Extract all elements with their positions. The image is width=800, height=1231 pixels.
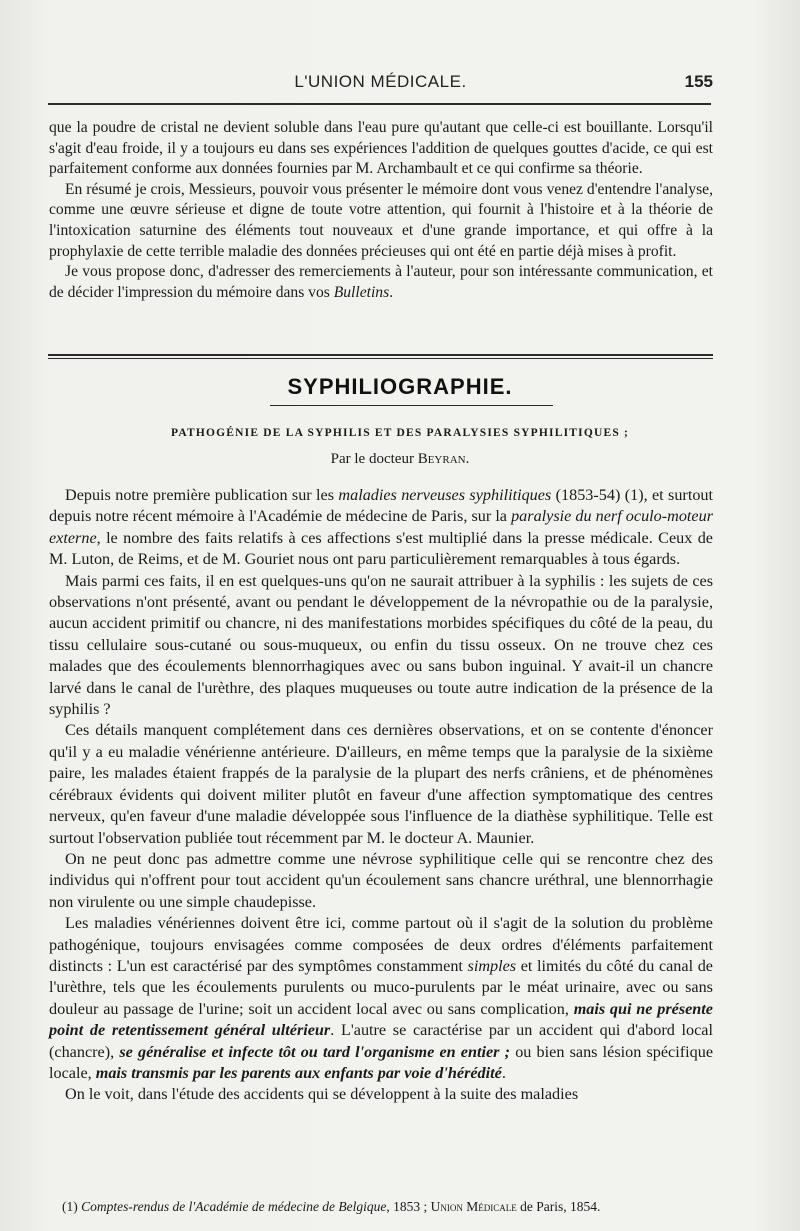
paragraph: On le voit, dans l'étude des accidents qui se développent à la suite des maladies bbox=[65, 1085, 579, 1104]
footnote: (1) Comptes-rendus de l'Académie de médecine de Belgique, 1853 ; Union Médicale de Paris, 1854. bbox=[62, 1199, 601, 1214]
paragraph: Depuis notre première publication sur les maladies nerveuses syphilitiques (1853-54) (1), et surtout depuis notre récent mémoire à l'Académie de médecine de Paris, sur la paralysie du nerf oculo-moteur externe, le nombre des faits relatifs à ces affections s'est multiplié dans la presse médicale. Ceux de M. Luton, de Reims, et de M. Gouriet nous ont paru particulièrement remarquables à tous égards. bbox=[49, 486, 714, 569]
section-divider bbox=[48, 354, 713, 359]
page-number: 155 bbox=[684, 72, 713, 91]
journal-title: L'UNION MÉDICALE. bbox=[294, 72, 467, 91]
section-title-rule bbox=[270, 405, 553, 406]
paragraph: On ne peut donc pas admettre comme une névrose syphilitique celle qui se rencontre chez des individus qui n'offrent pour tout accident qu'un écoulement sans chancre uréthral, une blennorrhagie non virulente ou une simple chaudepisse. bbox=[49, 849, 713, 911]
article-byline: Par le docteur Beyran. bbox=[330, 451, 470, 467]
section-title: SYPHILIOGRAPHIE. bbox=[287, 374, 513, 399]
article-body bbox=[49, 485, 713, 1106]
paragraph: Ces détails manquent complétement dans ces dernières observations, et on se contente d'énoncer qu'il y a eu maladie vénérienne antérieure. D'ailleurs, en même temps que la paralysie de la sixième paire, les malades étaient frappés de la paralysie de la plupart des nerfs crâniens, et de phénomènes cérébraux évidents qui doivent militer plutôt en faveur d'une affection symptomatique des centres nerveux, qu'en faveur d'une maladie développée sous l'influence de la diathèse syphilitique. Telle est surtout l'observation publiée tout récemment par M. le docteur A. Maunier. bbox=[49, 721, 713, 847]
paragraph: Je vous propose donc, d'adresser des remerciements à l'auteur, pour son intéressante communication, et de décider l'impression du mémoire dans vos Bulletins. bbox=[49, 263, 713, 301]
paragraph: que la poudre de cristal ne devient soluble dans l'eau pure qu'autant que celle-ci est bouillante. Lorsqu'il s'agit d'eau froide, il y a toujours eu dans ses expériences l'addition de quelques gouttes d'acide, ce qui est parfaitement conforme aux données fournies par M. Archambault et ce qui confirme sa théorie. bbox=[49, 119, 713, 178]
running-header bbox=[48, 72, 713, 102]
paragraph: Mais parmi ces faits, il en est quelques-uns qu'on ne saurait attribuer à la syphilis : les sujets de ces observations n'ont présenté, avant ou pendant le développement de la névropathie ou de la paralysie, aucun accident primitif ou chancre, ni des manifestations morbides spécifiques du côté de la peau, du tissu cellulaire sous-cutané ou sous-muqueux, ou enfin du tissu osseux. On ne trouve chez ces malades que des écoulements blennorrhagiques avec ou sans bubon inguinal. Y avait-il un chancre larvé dans le canal de l'urèthre, des plaques muqueuses ou toute autre indication de la présence de la syphilis ? bbox=[49, 571, 713, 719]
report-conclusion bbox=[49, 118, 713, 303]
paragraph: Les maladies vénériennes doivent être ici, comme partout où il s'agit de la solution du problème pathogénique, toujours envisagées comme composées de deux ordres d'éléments parfaitement distincts : L'un est caractérisé par des symptômes constamment simples et limités du côté du canal de l'urèthre, tels que les écoulements purulents ou muco-purulents par le méat urinaire, avec ou sans douleur au passage de l'urine; soit un accident local avec ou sans complication, mais qui ne présente point de retentissement général ultérieur. L'autre se caractérise par un accident qui d'abord local (chancre), se généralise et infecte tôt ou tard l'organisme en entier ; ou bien sans lésion spécifique locale, mais transmis par les parents aux enfants par voie d'hérédité. bbox=[49, 914, 713, 1082]
paragraph: En résumé je crois, Messieurs, pouvoir vous présenter le mémoire dont vous venez d'entendre l'analyse, comme une œuvre sérieuse et digne de toute votre attention, qui fournit à l'histoire et à la théorie de l'intoxication saturnine des éléments tout nouveaux et d'une grande importance, et qui offre à la prophylaxie de cette terrible maladie des données précieuses qui ont été en partie déjà mises à profit. bbox=[49, 180, 713, 260]
header-rule bbox=[48, 103, 711, 105]
article-title: PATHOGÉNIE DE LA SYPHILIS ET DES PARALYSIES SYPHILITIQUES ; bbox=[170, 427, 630, 439]
